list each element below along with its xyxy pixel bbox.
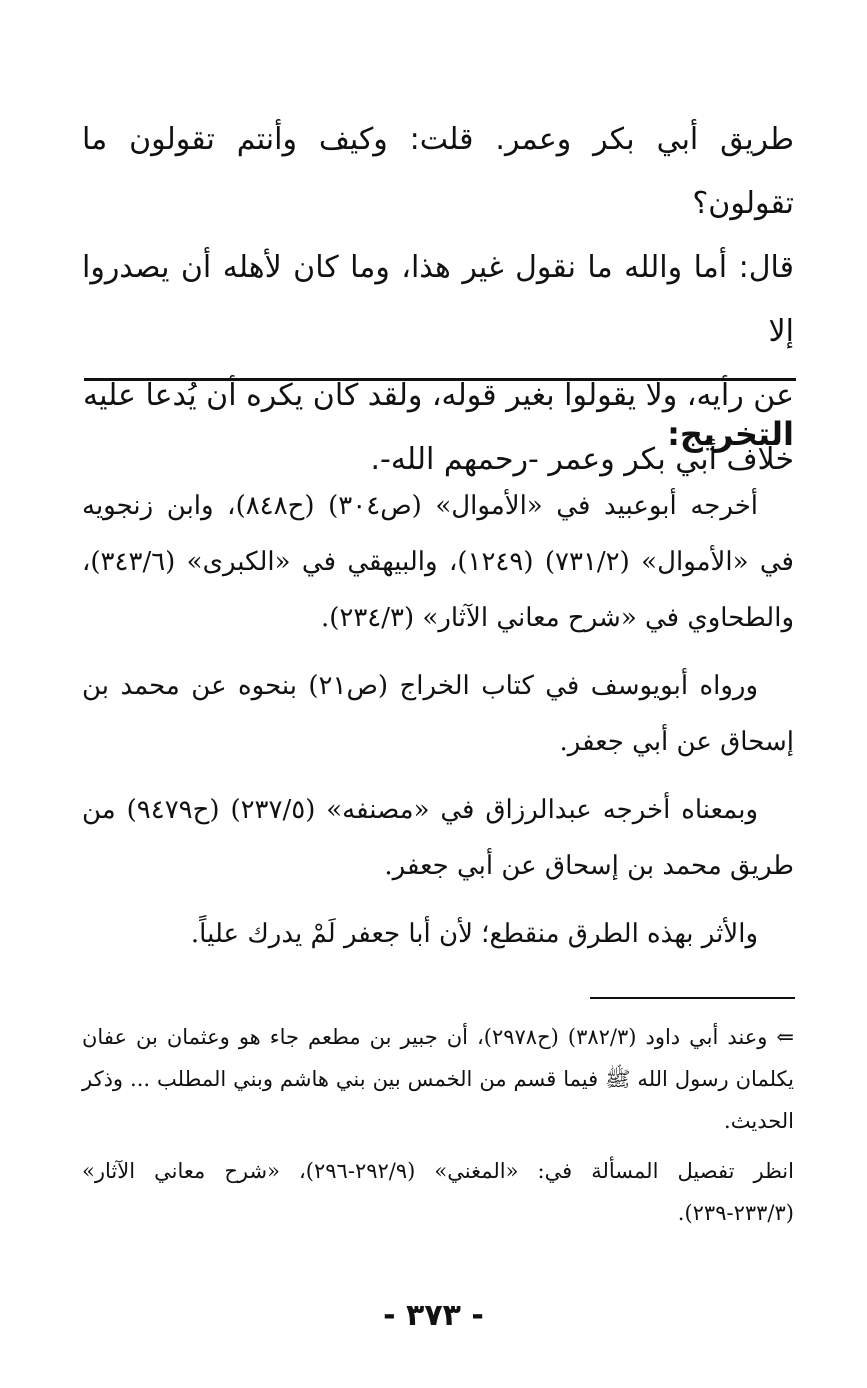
takhrij-paragraph-2: ورواه أبويوسف في كتاب الخراج (ص٢١) بنحوه عن محمد بن إسحاق عن أبي جعفر. <box>82 671 794 757</box>
takhrij-paragraph-1: أخرجه أبوعبيد في «الأموال» (ص٣٠٤) (ح٨٤٨)، وابن زنجويه في «الأموال» (٧٣١/٢) (١٢٤٩)، والبيهقي في «الكبرى» (٣٤٣/٦)، والطحاوي في «شرح معاني الآثار» (٢٣٤/٣). <box>82 491 794 633</box>
takhrij-block <box>82 478 794 974</box>
main-text-line-1: طريق أبي بكر وعمر. قلت: وكيف وأنتم تقولون ما تقولون؟ <box>82 122 794 221</box>
takhrij-paragraph-4: والأثر بهذه الطرق منقطع؛ لأن أبا جعفر لَمْ يدرك علياً. <box>190 919 758 949</box>
main-text-line-3: عن رأيه، ولا يقولوا بغير قوله، ولقد كان يكره أن يُدعا عليه <box>82 378 794 413</box>
footnote-continuation: ⇐ وعند أبي داود (٣٨٢/٣) (ح٢٩٧٨)، أن جبير بن مطعم جاء هو وعثمان بن عفان يكلمان رسول الله ﷺ فيما قسم من الخمس بين بني هاشم وبني المطلب ... وذكر الحديث. <box>82 1025 795 1133</box>
footnote-separator <box>590 997 795 999</box>
page-number: - ٣٧٣ - <box>383 1298 484 1333</box>
footnotes-block <box>82 1016 794 1242</box>
main-text-line-4: خلاف أبي بكر وعمر -رحمهم الله-. <box>370 442 794 477</box>
takhrij-heading: التخريج: <box>667 415 794 453</box>
section-divider <box>84 378 796 381</box>
main-text-line-2: قال: أما والله ما نقول غير هذا، وما كان لأهله أن يصدروا إلا <box>82 250 794 349</box>
takhrij-paragraph-3: وبمعناه أخرجه عبدالرزاق في «مصنفه» (٢٣٧/٥) (ح٩٤٧٩) من طريق محمد بن إسحاق عن أبي جعفر. <box>82 795 794 881</box>
footnote-reference: انظر تفصيل المسألة في: «المغني» (٢٩٢/٩-٢٩٦)، «شرح معاني الآثار» (٢٣٣/٣-٢٣٩). <box>82 1159 794 1225</box>
